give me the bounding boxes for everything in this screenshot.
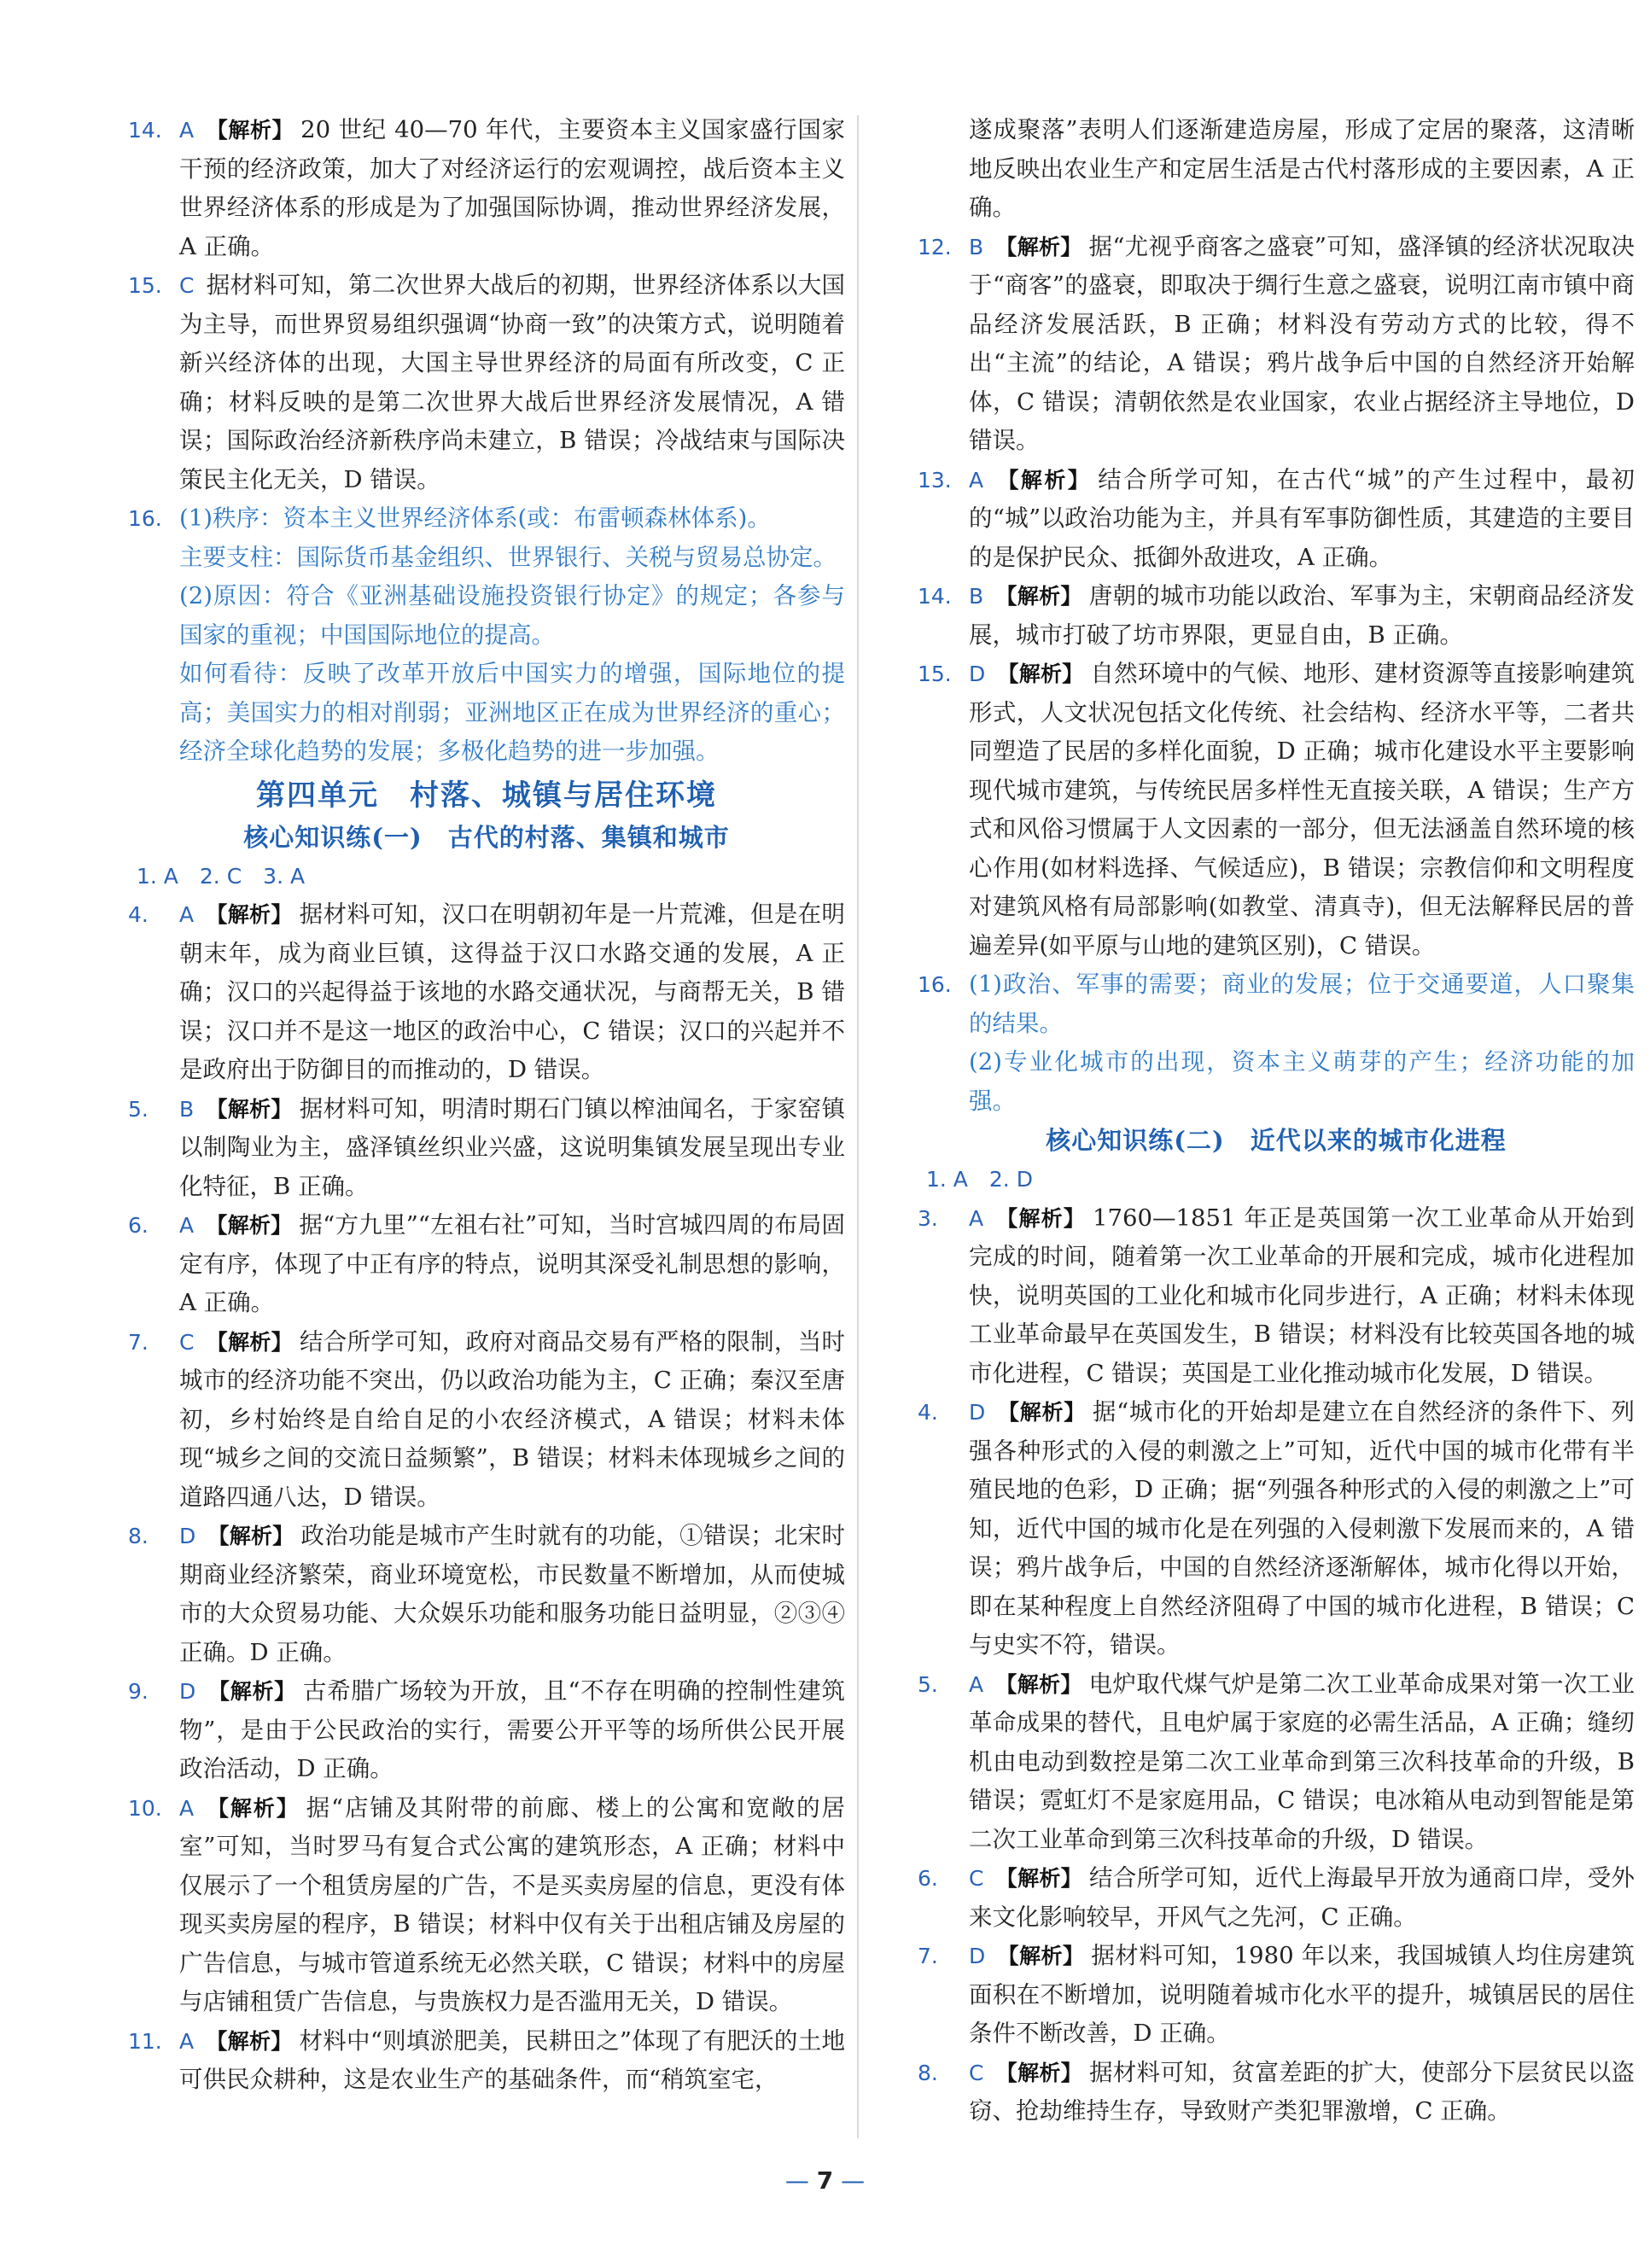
item-number: 12. <box>918 234 952 259</box>
right-column <box>918 111 1635 2131</box>
analysis-text: 据材料可知，贫富差距的扩大，使部分下层贫民以盗窃、抢劫维持生存，导致财产类犯罪激增，C 正确。 <box>969 2058 1635 2125</box>
analysis-text: 结合所学可知，近代上海最早开放为通商口岸，受外来文化影响较早，开风气之先河，C 正确。 <box>969 1864 1635 1931</box>
answer-item-10 <box>128 1789 845 2022</box>
item-number: 3. <box>918 1205 938 1231</box>
answer-item-14 <box>918 577 1635 655</box>
answer-item-4 <box>918 1393 1635 1665</box>
item-number: 13. <box>918 467 952 493</box>
item-number: 14. <box>918 584 952 609</box>
answer-item-7 <box>128 1323 845 1518</box>
answer-letter: D <box>179 1679 196 1704</box>
answer-letter: C <box>969 1866 984 1891</box>
answer-letter: A <box>179 118 195 143</box>
answer-item-5 <box>918 1665 1635 1860</box>
item-number: 5. <box>918 1671 938 1697</box>
answer-letter: C <box>969 2060 984 2085</box>
answer-line: 如何看待：反映了改革开放后中国实力的增强，国际地位的提高；美国实力的相对削弱；亚洲地区正在成为世界经济的重心；经济全球化趋势的发展；多极化趋势的进一步加强。 <box>179 660 845 765</box>
item-number: 4. <box>918 1400 938 1425</box>
answer-item-12 <box>918 228 1635 461</box>
answer-line: (2)原因：符合《亚洲基础设施投资银行协定》的规定；各参与国家的重视；中国国际地位的提高。 <box>179 582 845 649</box>
analysis-tag: 【解析】 <box>995 467 1092 493</box>
answer-letter: D <box>969 1400 986 1425</box>
answer-item-15 <box>918 655 1635 965</box>
answer-item-11 <box>128 2022 845 2100</box>
answer-item-8 <box>918 2054 1635 2131</box>
analysis-text: 古希腊广场较为开放，且“不存在明确的控制性建筑物”，是由于公民政治的实行，需要公开平等的场所供公民开展政治活动，D 正确。 <box>179 1677 845 1782</box>
item-number: 11. <box>128 2028 162 2054</box>
answer-letter: D <box>969 662 986 686</box>
analysis-text: 据“店铺及其附带的前廊、楼上的公寓和宽敞的居室”可知，当时罗马有复合式公寓的建筑形态，A 正确；材料中仅展示了一个租赁房屋的广告，不是买卖房屋的信息，更没有体现买卖房屋的程序，B 错误；材料中仅有关于出租店铺及房屋的广告信息，与城市管道系统无必然关联，C 错误；材料中的房屋与店铺租赁广告信息，与贵族权力是否滥用无关，D 错误。 <box>179 1793 845 2015</box>
answer-item-14 <box>128 111 845 266</box>
answer-letter: A <box>179 1213 195 1238</box>
answer-item-16 <box>918 965 1635 1121</box>
analysis-tag: 【解析】 <box>206 1213 293 1238</box>
item-number: 7. <box>918 1944 938 1968</box>
analysis-text: 政治功能是城市产生时就有的功能，①错误；北宋时期商业经济繁荣，商业环境宽松，市民数量不断增加，从而使城市的大众贸易功能、大众娱乐功能和服务功能日益明显，②③④正确。D 正确。 <box>179 1522 845 1666</box>
answer-letter: C <box>179 273 195 298</box>
analysis-text: 唐朝的城市功能以政治、军事为主，宋朝商品经济发展，城市打破了坊市界限，更显自由，B 正确。 <box>969 582 1635 649</box>
answer-line: (1)秩序：资本主义世界经济体系(或：布雷顿森林体系)。 <box>179 504 771 532</box>
analysis-text: 电炉取代煤气炉是第二次工业革命成果对第一次工业革命成果的替代，且电炉属于家庭的必需生活品，A 正确；缝纫机由电动到数控是第二次工业革命到第三次科技革命的升级，B 错误；霓虹灯不是家庭用品，C 错误；电冰箱从电动到智能是第二次工业革命到第三次科技革命的升级，D 错误。 <box>969 1670 1635 1853</box>
analysis-text: 1760—1851 年正是英国第一次工业革命从开始到完成的时间，随着第一次工业革命的开展和完成，城市化进程加快，说明英国的工业化和城市化同步进行，A 正确；材料未体现工业革命最早在英国发生，B 错误；材料没有比较英国各地的城市化进程，C 错误；英国是工业化推动城市化发展，D 错误。 <box>969 1204 1635 1387</box>
section-title: 核心知识练(一) 古代的村落、集镇和城市 <box>243 822 730 852</box>
analysis-text: 据材料可知，汉口在明朝初年是一片荒滩，但是在明朝末年，成为商业巨镇，这得益于汉口水路交通的发展，A 正确；汉口的兴起得益于该地的水路交通状况，与商帮无关，B 错误；汉口并不是这一地区的政治中心，C 错误；汉口的兴起并不是政府出于防御目的而推动的，D 错误。 <box>179 901 845 1083</box>
analysis-text: 据材料可知，明清时期石门镇以榨油闻名，于家窑镇以制陶业为主，盛泽镇丝织业兴盛，这说明集镇发展呈现出专业化特征，B 正确。 <box>179 1094 845 1200</box>
analysis-tag: 【解析】 <box>206 902 293 927</box>
answer-item-6 <box>128 1206 845 1323</box>
answer-letter: A <box>179 902 195 927</box>
analysis-text: 结合所学可知，在古代“城”的产生过程中，最初的“城”以政治功能为主，并具有军事防御性质，其建造的主要目的是保护民众、抵御外敌进攻，A 正确。 <box>969 465 1635 571</box>
page-dash-right: — <box>841 2166 866 2195</box>
item-number: 6. <box>918 1866 938 1891</box>
answer-item-7 <box>918 1937 1635 2054</box>
item-number: 8. <box>918 2060 938 2085</box>
analysis-tag: 【解析】 <box>206 1329 293 1355</box>
answer-letter: D <box>969 1944 986 1968</box>
item-number: 10. <box>128 1795 162 1821</box>
item-number: 16. <box>918 972 952 997</box>
analysis-text: 材料中“则填淤肥美，民耕田之”体现了有肥沃的土地可供民众耕种，这是农业生产的基础条件，而“稍筑室宅， <box>179 2026 845 2093</box>
short-answers: 1. A 2. C 3. A <box>137 863 306 889</box>
analysis-tag: 【解析】 <box>206 118 294 143</box>
answer-line: 主要支柱：国际货币基金组织、世界银行、关税与贸易总协定。 <box>179 543 837 571</box>
answer-item-4 <box>128 895 845 1090</box>
answer-item-5 <box>128 1090 845 1207</box>
left-column <box>128 111 845 2100</box>
answer-letter: A <box>179 1795 195 1821</box>
answer-letter: A <box>969 1671 984 1697</box>
answer-letter: A <box>969 467 984 493</box>
analysis-text: 20 世纪 40—70 年代，主要资本主义国家盛行国家干预的经济政策，加大了对经济运行的宏观调控，战后资本主义世界经济体系的形成是为了加强国际协调，推动世界经济发展，A 正确。 <box>179 116 845 260</box>
item-number: 14. <box>128 118 162 143</box>
answer-letter: D <box>179 1524 196 1548</box>
page-dash-left: — <box>784 2166 809 2195</box>
unit-title: 第四单元 村落、城镇与居住环境 <box>256 778 717 813</box>
answer-letter: C <box>179 1329 195 1355</box>
item-number: 8. <box>128 1524 149 1548</box>
answer-letter: B <box>179 1096 195 1122</box>
answer-item-15 <box>128 266 845 499</box>
analysis-text: 据材料可知，第二次世界大战后的初期，世界经济体系以大国为主导，而世界贸易组织强调“协商一致”的决策方式，说明随着新兴经济体的出现，大国主导世界经济的局面有所改变，C 正确；材料反映的是第二次世界大战后世界经济发展情况，A 错误；国际政治经济新秩序尚未建立，B 错误；冷战结束与国际决策民主化无关，D 错误。 <box>179 271 845 493</box>
answer-item-16 <box>128 499 845 772</box>
page-number-value: 7 <box>816 2166 834 2195</box>
analysis-tag: 【解析】 <box>207 1679 296 1704</box>
section-title: 核心知识练(二) 近代以来的城市化进程 <box>1046 1126 1507 1155</box>
answer-letter: A <box>969 1205 984 1231</box>
answer-letter: A <box>179 2028 195 2054</box>
analysis-tag: 【解析】 <box>206 2028 293 2054</box>
item-number: 15. <box>918 662 952 686</box>
analysis-text: 据材料可知，1980 年以来，我国城镇人均住房建筑面积在不断增加，说明随着城市化水平的提升，城镇居民的居住条件不断改善，D 正确。 <box>969 1942 1635 2047</box>
analysis-tag: 【解析】 <box>206 1096 293 1122</box>
answer-item-11-continued: 遂成聚落”表明人们逐渐建造房屋，形成了定居的聚落，这清晰地反映出农业生产和定居生活是古代村落形成的主要因素，A 正确。 <box>969 116 1635 221</box>
item-number: 16. <box>128 506 162 531</box>
answer-item-13 <box>918 461 1635 578</box>
column-divider <box>857 115 859 2138</box>
item-number: 9. <box>128 1679 149 1704</box>
analysis-tag: 【解析】 <box>995 1866 1082 1891</box>
analysis-text: 自然环境中的气候、地形、建材资源等直接影响建筑形式，人文状况包括文化传统、社会结构、经济水平等，二者共同塑造了民居的多样化面貌，D 正确；城市化建设水平主要影响现代城市建筑，与传统民居多样性无直接关联，A 错误；生产方式和风俗习惯属于人文因素的一部分，但无法涵盖自然环境的核心作用(如材料选择、气候适应)，B 错误；宗教信仰和文明程度对建筑风格有局部影响(如教堂、清真寺)，但无法解释民居的普遍差异(如平原与山地的建筑区别)，C 错误。 <box>969 660 1635 959</box>
answer-item-3 <box>918 1199 1635 1394</box>
page-number <box>0 2166 1650 2195</box>
analysis-tag: 【解析】 <box>997 1400 1086 1425</box>
analysis-tag: 【解析】 <box>997 662 1084 686</box>
answer-letter: B <box>969 584 984 609</box>
answer-item-9 <box>128 1672 845 1789</box>
answer-item-6 <box>918 1859 1635 1937</box>
answer-letter: B <box>969 234 984 259</box>
item-number: 5. <box>128 1096 149 1122</box>
item-number: 15. <box>128 273 162 298</box>
analysis-text: 结合所学可知，政府对商品交易有严格的限制，当时城市的经济功能不突出，仍以政治功能为主，C 正确；秦汉至唐初，乡村始终是自给自足的小农经济模式，A 错误；材料未体现“城乡之间的交流日益频繁”，B 错误；材料未体现城乡之间的道路四通八达，D 错误。 <box>179 1327 845 1511</box>
analysis-tag: 【解析】 <box>995 2060 1082 2085</box>
analysis-tag: 【解析】 <box>995 1205 1086 1231</box>
analysis-tag: 【解析】 <box>995 584 1082 609</box>
short-answers: 1. A 2. D <box>926 1167 1033 1192</box>
analysis-tag: 【解析】 <box>995 1671 1082 1697</box>
answer-line: (1)政治、军事的需要；商业的发展；位于交通要道，人口聚集的结果。 <box>969 971 1635 1037</box>
analysis-tag: 【解析】 <box>995 234 1082 259</box>
analysis-text: 据“尤视乎商客之盛衰”可知，盛泽镇的经济状况取决于“商客”的盛衰，即取决于绸行生意之盛衰，说明江南市镇中商品经济发展活跃，B 正确；材料没有劳动方式的比较，得不出“主流”的结论，A 错误；鸦片战争后中国的自然经济开始解体，C 错误；清朝依然是农业国家，农业占据经济主导地位，D 错误。 <box>969 232 1635 454</box>
analysis-text: 据“城市化的开始却是建立在自然经济的条件下、列强各种形式的入侵的刺激之上”可知，近代中国的城市化带有半殖民地的色彩，D 正确；据“列强各种形式的入侵的刺激之上”可知，近代中国的城市化是在列强的入侵刺激下发展而来的，A 错误；鸦片战争后，中国的自然经济逐渐解体，城市化得以开始，即在某种程度上自然经济阻碍了中国的城市化进程，B 错误；C 与史实不符，错误。 <box>969 1398 1635 1659</box>
item-number: 4. <box>128 902 149 927</box>
answer-line: (2)专业化城市的出现，资本主义萌芽的产生；经济功能的加强。 <box>969 1048 1635 1115</box>
analysis-text: 据“方九里”“左祖右社”可知，当时宫城四周的布局固定有序，体现了中正有序的特点，说明其深受礼制思想的影响，A 正确。 <box>179 1211 845 1316</box>
item-number: 6. <box>128 1213 149 1238</box>
analysis-tag: 【解析】 <box>207 1524 294 1548</box>
analysis-tag: 【解析】 <box>206 1795 300 1821</box>
answer-item-8 <box>128 1517 845 1672</box>
item-number: 7. <box>128 1329 149 1355</box>
analysis-tag: 【解析】 <box>997 1944 1085 1968</box>
